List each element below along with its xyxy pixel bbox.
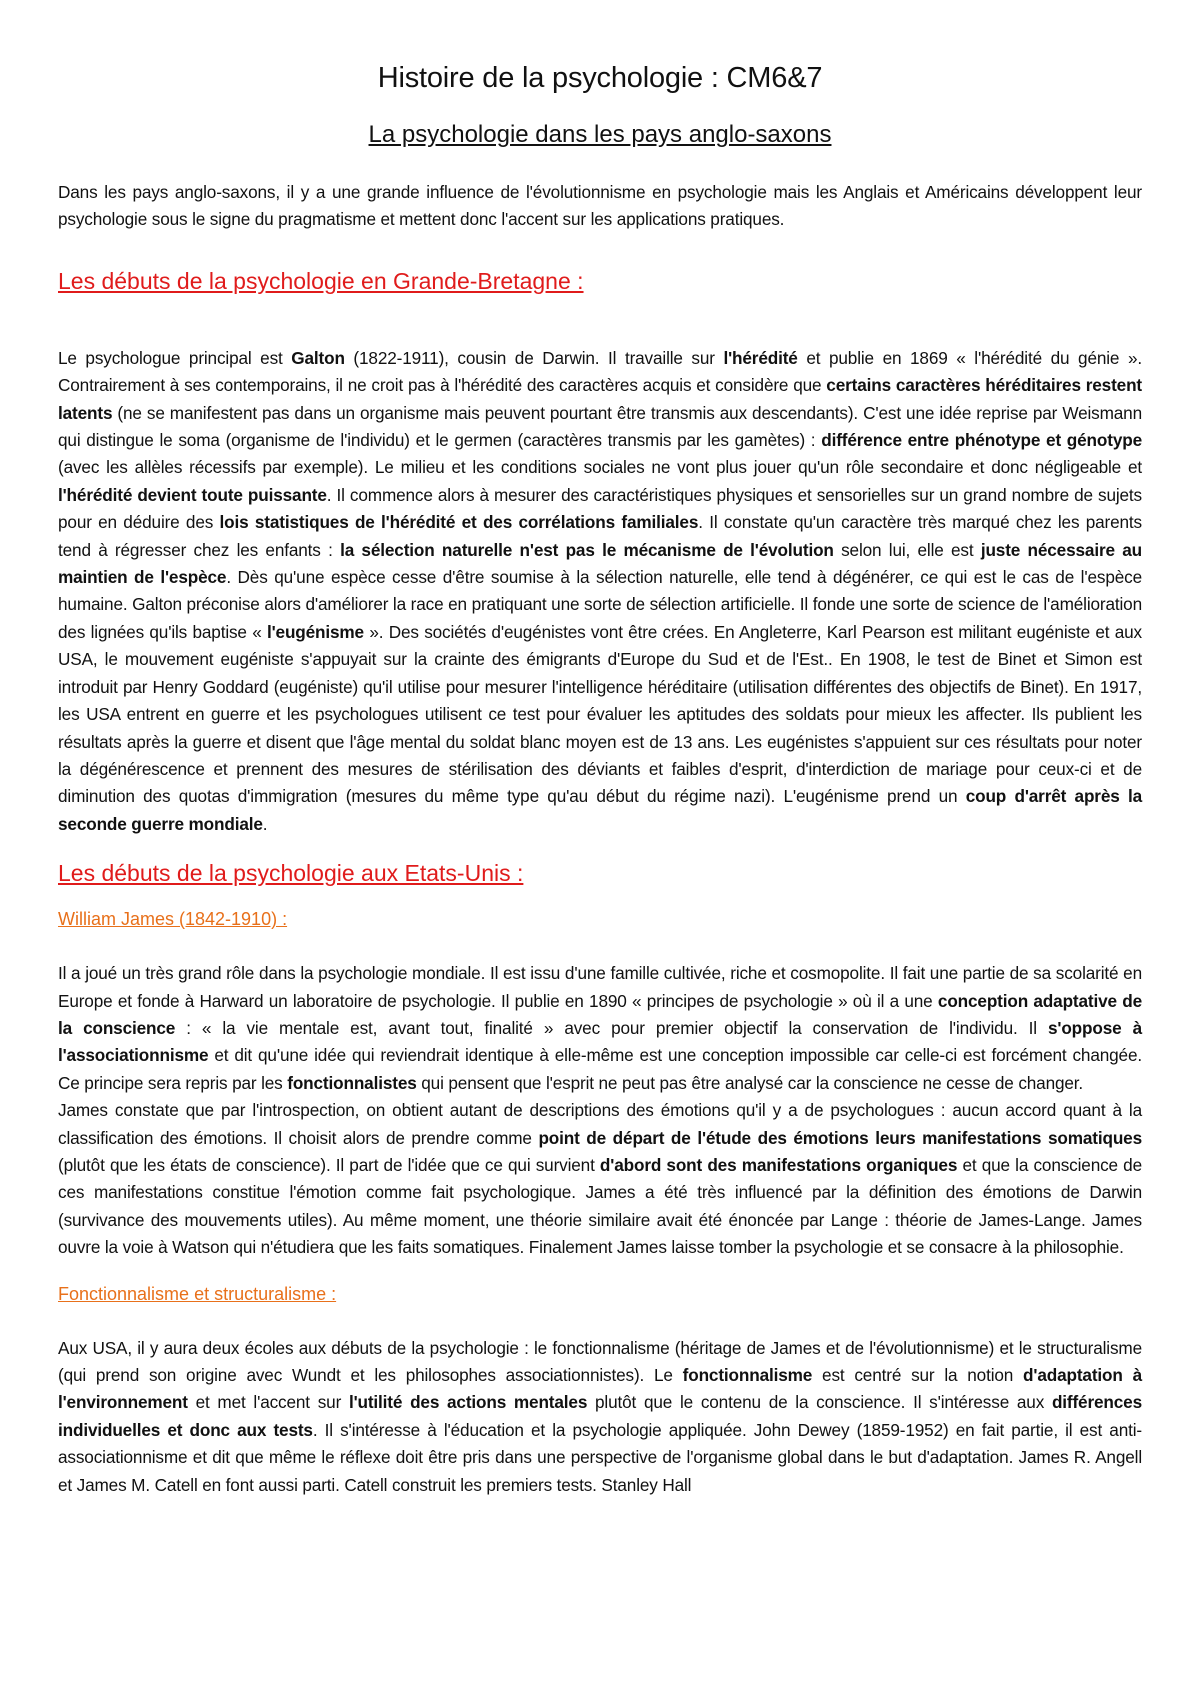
- text-run: (1822-1911), cousin de Darwin. Il travaille sur: [344, 347, 724, 368]
- james-paragraph-1: [58, 960, 1142, 1097]
- text-run: Aux USA, il y aura deux écoles aux débuts de la psychologie : le fonctionnalisme (héritage de James et de l'évolutionnisme) et le structuralisme (qui prend son origine avec Wundt et les philosophes associationnistes). Le: [58, 1337, 1142, 1385]
- text-run: selon lui, elle est: [833, 539, 981, 560]
- text-run: qui pensent que l'esprit ne peut pas être analysé car la conscience ne cesse de changer.: [416, 1072, 1084, 1093]
- section-heading-great-britain: Les débuts de la psychologie en Grande-Bretagne :: [58, 267, 584, 294]
- bold-text-run: juste nécessaire au maintien de l'espèce: [58, 539, 1142, 588]
- bold-text-run: Galton: [291, 347, 345, 368]
- james-paragraph-2: [58, 1097, 1142, 1261]
- text-run: (ne se manifestent pas dans un organisme mais peuvent pourtant être transmis aux descendants). C'est une idée reprise par Weismann qui distingue le soma (organisme de l'individu) et le germen (caractères transmis par les gamètes) :: [58, 402, 1142, 451]
- bold-text-run: fonctionnalistes: [287, 1072, 417, 1093]
- text-run: . Il commence alors à mesurer des caractéristiques physiques et sensorielles sur un grand nombre de sujets pour en déduire des: [58, 484, 1142, 533]
- galton-paragraph: [58, 345, 1142, 838]
- text-run: . Il s'intéresse à l'éducation et la psychologie appliquée. John Dewey (1859-1952) en fait partie, il est anti-associationnisme et dit que même le réflexe doit être pris dans une perspective de l'organisme global dans le but d'adaptation. James R. Angell et James M. Catell en font aussi parti. Catell construit les premiers tests. Stanley Hall: [58, 1419, 1142, 1495]
- bold-text-run: conception adaptative de la conscience: [58, 990, 1142, 1038]
- functionalism-paragraph: [58, 1335, 1142, 1499]
- bold-text-run: la sélection naturelle n'est pas le mécanisme de l'évolution: [340, 539, 834, 560]
- document-title: Histoire de la psychologie : CM6&7: [377, 62, 823, 94]
- bold-text-run: d'abord sont des manifestations organiques: [599, 1154, 958, 1175]
- text-run: et que la conscience de ces manifestations constitue l'émotion comme fait psychologique. James a été très influencé par la définition des émotions de Darwin (survivance des mouvements utiles). Au même moment, une théorie similaire avait été énoncée par Lange : théorie de James-Lange. James ouvre la voie à Watson qui n'étudiera que les faits somatiques. Finalement James laisse tomber la psychologie et se consacre à la philosophie.: [58, 1154, 1143, 1258]
- text-run: (plutôt que les états de conscience). Il part de l'idée que ce qui survient: [58, 1154, 600, 1175]
- subheading-william-james: William James (1842-1910) :: [58, 909, 288, 930]
- text-run: . Il constate qu'un caractère très marqué chez les parents tend à régresser chez les enfants :: [58, 512, 1143, 560]
- text-run: . Dès qu'une espèce cesse d'être soumise à la sélection naturelle, elle tend à dégénérer, ce qui est le cas de l'espèce humaine. Galton préconise alors d'améliorer la race en pratiquant une sorte de sélection artificielle. Il fonde une sorte de science de l'amélioration des lignées qu'ils baptise «: [58, 567, 1142, 642]
- bold-text-run: l'hérédité devient toute puissante: [58, 484, 327, 505]
- text-run: plutôt que le contenu de la conscience. Il s'intéresse aux: [587, 1392, 1052, 1413]
- bold-text-run: l'eugénisme: [266, 621, 364, 642]
- bold-text-run: l'utilité des actions mentales: [348, 1392, 588, 1413]
- text-run: et dit qu'une idée qui reviendrait identique à elle-même est une conception impossible car celle-ci est forcément changée. Ce principe sera repris par les: [58, 1045, 1142, 1093]
- document-subtitle: La psychologie dans les pays anglo-saxons: [368, 121, 832, 148]
- bold-text-run: point de départ de l'étude des émotions leurs manifestations somatiques: [538, 1127, 1142, 1148]
- text-run: .: [262, 813, 268, 834]
- bold-text-run: fonctionnalisme: [682, 1365, 813, 1385]
- section-heading-united-states: Les débuts de la psychologie aux Etats-Unis :: [58, 860, 524, 887]
- bold-text-run: coup d'arrêt après la seconde guerre mondiale: [58, 786, 1142, 834]
- text-run: : « la vie mentale est, avant tout, finalité » avec pour premier objectif la conservation de l'individu. Il: [175, 1017, 1048, 1038]
- bold-text-run: certains caractères héréditaires restent latents: [58, 375, 1142, 423]
- text-run: (avec les allèles récessifs par exemple). Le milieu et les conditions sociales ne vont plus jouer qu'un rôle secondaire et donc négligeable et: [58, 457, 1142, 478]
- text-run: Il a joué un très grand rôle dans la psychologie mondiale. Il est issu d'une famille cultivée, riche et cosmopolite. Il fait une partie de sa scolarité en Europe et fonde à Harward un laboratoire de psychologie. Il publie en 1890 « principes de psychologie » où il a une: [58, 963, 1142, 1011]
- text-run: et publie en 1869 « l'hérédité du génie ». Contrairement à ses contemporains, il ne croit pas à l'hérédité des caractères acquis et considère que: [58, 347, 1142, 396]
- text-run: et met l'accent sur: [187, 1392, 349, 1413]
- bold-text-run: lois statistiques de l'hérédité et des corrélations familiales: [219, 512, 699, 533]
- intro-paragraph: Dans les pays anglo-saxons, il y a une grande influence de l'évolutionnisme en psychologie mais les Anglais et Américains développent leur psychologie sous le signe du pragmatisme et mettent donc l'accent sur les applications pratiques.: [58, 182, 1142, 230]
- text-run: ». Des sociétés d'eugénistes vont être crées. En Angleterre, Karl Pearson est militant eugéniste et aux USA, le mouvement eugéniste s'appuyait sur la crainte des émigrants d'Europe du Sud et de l'Est.. En 1908, le test de Binet et Simon est introduit par Henry Goddard (eugéniste) qu'il utilise pour mesurer l'intelligence héréditaire (utilisation différentes des objectifs de Binet). En 1917, les USA entrent en guerre et les psychologues utilisent ce test pour évaluer les aptitudes des soldats pour mieux les affecter. Ils publient les résultats après la guerre et disent que l'âge mental du soldat blanc moyen est de 13 ans. Les eugénistes s'appuient sur ces résultats pour noter la dégénérescence et prennent des mesures de stérilisation des déviants et faibles d'esprit, d'interdiction de mariage pour ceux-ci et de diminution des quotas d'immigration (mesures du même type qu'au début du régime nazi). L'eugénisme prend un: [58, 621, 1142, 807]
- bold-text-run: s'oppose à l'associationnisme: [58, 1017, 1142, 1066]
- text-run: Le psychologue principal est: [58, 347, 292, 368]
- text-run: est centré sur la notion: [812, 1365, 1024, 1385]
- subheading-functionalism-structuralism: Fonctionnalisme et structuralisme :: [58, 1283, 337, 1304]
- bold-text-run: d'adaptation à l'environnement: [58, 1365, 1142, 1413]
- bold-text-run: différences individuelles et donc aux tests: [58, 1392, 1142, 1440]
- text-run: James constate que par l'introspection, on obtient autant de descriptions des émotions qu'il y a de psychologues : aucun accord quant à la classification des émotions. Il choisit alors de prendre comme: [58, 1100, 1142, 1148]
- bold-text-run: différence entre phénotype et génotype: [821, 430, 1142, 451]
- bold-text-run: l'hérédité: [723, 347, 798, 368]
